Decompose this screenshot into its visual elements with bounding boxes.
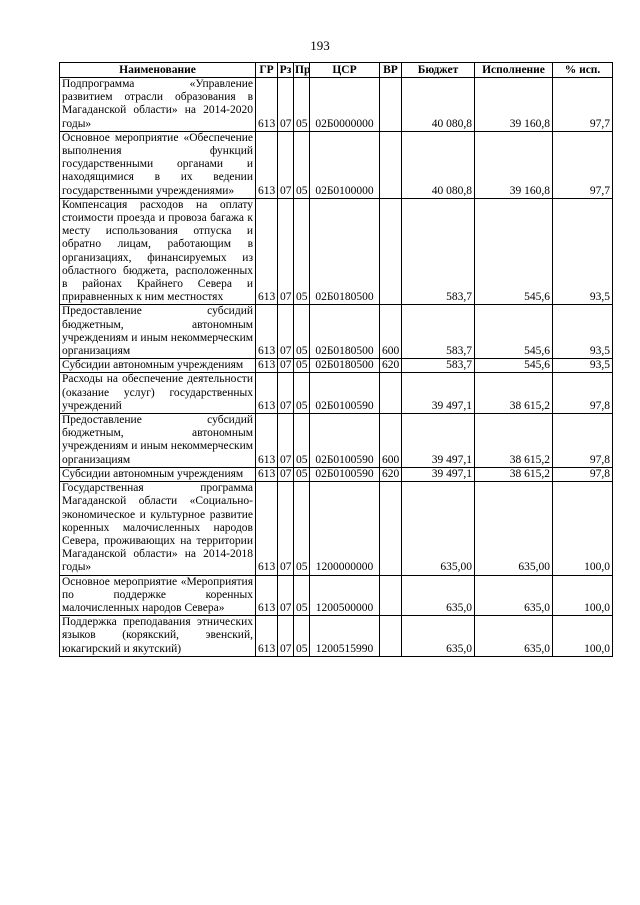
row-percent: 97,8 xyxy=(553,467,613,481)
row-vr: 600 xyxy=(380,305,402,359)
header-pr: Пр xyxy=(295,64,311,76)
row-csr: 02Б0180500 xyxy=(310,305,380,359)
row-pr: 05 xyxy=(294,198,310,305)
row-name: Государственная программа Магаданской области «Социально-экономическое и культурное развитие коренных малочисленных народов Севера, проживающих на территории Магаданской области» на 2014-2018 годы» xyxy=(60,482,256,575)
row-rz: 07 xyxy=(278,359,294,373)
row-pr: 05 xyxy=(294,575,310,616)
row-percent: 97,8 xyxy=(553,414,613,468)
row-rz: 07 xyxy=(278,414,294,468)
row-name: Субсидии автономным учреждениям xyxy=(60,467,256,481)
row-pr: 05 xyxy=(294,414,310,468)
row-pr: 05 xyxy=(294,78,310,132)
table-row xyxy=(60,414,613,468)
row-pr: 05 xyxy=(294,131,310,198)
row-vr xyxy=(380,78,402,132)
row-vr xyxy=(380,616,402,657)
row-rz: 07 xyxy=(278,467,294,481)
row-execution: 38 615,2 xyxy=(475,467,553,481)
row-name: Компенсация расходов на оплату стоимости проезда и провоза багажа к месту использования отпуска и обратно лицам, работающим в организациях, финансируемых из областного бюджета, расположенных в районах Крайнего Севера и приравненных к ним местностях xyxy=(60,198,256,305)
row-percent: 97,8 xyxy=(553,373,613,414)
row-budget: 40 080,8 xyxy=(402,131,475,198)
row-rz: 07 xyxy=(278,575,294,616)
table-header-row xyxy=(60,63,613,78)
table-row xyxy=(60,305,613,359)
row-budget: 583,7 xyxy=(402,359,475,373)
row-csr: 02Б0000000 xyxy=(310,78,380,132)
row-csr: 1200500000 xyxy=(310,575,380,616)
row-name: Поддержка преподавания этнических языков (корякский, эвенский, юкагирский и якутский) xyxy=(60,616,256,657)
row-budget: 40 080,8 xyxy=(402,78,475,132)
row-execution: 635,0 xyxy=(475,575,553,616)
row-pr: 05 xyxy=(294,467,310,481)
row-rz: 07 xyxy=(278,616,294,657)
row-csr: 02Б0100590 xyxy=(310,467,380,481)
row-csr: 1200000000 xyxy=(310,482,380,575)
row-percent: 93,5 xyxy=(553,359,613,373)
header-csr: ЦСР xyxy=(310,63,380,78)
row-percent: 93,5 xyxy=(553,305,613,359)
row-name: Субсидии автономным учреждениям xyxy=(60,359,256,373)
header-gr: ГР xyxy=(256,63,278,78)
row-vr xyxy=(380,575,402,616)
row-percent: 100,0 xyxy=(553,575,613,616)
header-name: Наименование xyxy=(60,63,256,78)
row-gr: 613 xyxy=(256,198,278,305)
row-percent: 100,0 xyxy=(553,482,613,575)
row-budget: 39 497,1 xyxy=(402,414,475,468)
row-gr: 613 xyxy=(256,482,278,575)
row-csr: 1200515990 xyxy=(310,616,380,657)
row-name: Предоставление субсидий бюджетным, автономным учреждениям и иным некоммерческим организациям xyxy=(60,305,256,359)
header-percent: % исп. xyxy=(553,63,613,78)
table-row xyxy=(60,482,613,575)
row-csr: 02Б0100000 xyxy=(310,131,380,198)
row-percent: 93,5 xyxy=(553,198,613,305)
table-row xyxy=(60,359,613,373)
row-rz: 07 xyxy=(278,305,294,359)
row-execution: 545,6 xyxy=(475,198,553,305)
row-name: Основное мероприятие «Обеспечение выполнения функций государственными органами и находящимися в их ведении государственными учреждениями» xyxy=(60,131,256,198)
row-rz: 07 xyxy=(278,373,294,414)
row-execution: 38 615,2 xyxy=(475,414,553,468)
row-execution: 39 160,8 xyxy=(475,78,553,132)
row-csr: 02Б0180500 xyxy=(310,198,380,305)
row-vr xyxy=(380,198,402,305)
row-rz: 07 xyxy=(278,482,294,575)
table-row xyxy=(60,373,613,414)
row-gr: 613 xyxy=(256,131,278,198)
table-row xyxy=(60,616,613,657)
row-vr xyxy=(380,131,402,198)
row-budget: 39 497,1 xyxy=(402,467,475,481)
header-execution: Исполнение xyxy=(475,63,553,78)
row-gr: 613 xyxy=(256,467,278,481)
row-budget: 583,7 xyxy=(402,305,475,359)
row-execution: 545,6 xyxy=(475,305,553,359)
row-pr: 05 xyxy=(294,359,310,373)
row-name: Основное мероприятие «Мероприятия по поддержке коренных малочисленных народов Севера» xyxy=(60,575,256,616)
row-name: Подпрограмма «Управление развитием отрасли образования в Магаданской области» на 2014-2020 годы» xyxy=(60,78,256,132)
header-vr: ВР xyxy=(380,63,402,78)
row-pr: 05 xyxy=(294,373,310,414)
row-pr: 05 xyxy=(294,305,310,359)
row-rz: 07 xyxy=(278,198,294,305)
row-budget: 583,7 xyxy=(402,198,475,305)
row-gr: 613 xyxy=(256,575,278,616)
row-percent: 100,0 xyxy=(553,616,613,657)
row-vr xyxy=(380,482,402,575)
row-name: Предоставление субсидий бюджетным, автономным учреждениям и иным некоммерческим организациям xyxy=(60,414,256,468)
table-row xyxy=(60,467,613,481)
row-budget: 635,0 xyxy=(402,575,475,616)
row-budget: 39 497,1 xyxy=(402,373,475,414)
row-name: Расходы на обеспечение деятельности (оказание услуг) государственных учреждений xyxy=(60,373,256,414)
row-percent: 97,7 xyxy=(553,131,613,198)
row-percent: 97,7 xyxy=(553,78,613,132)
row-vr: 620 xyxy=(380,467,402,481)
row-gr: 613 xyxy=(256,616,278,657)
row-pr: 05 xyxy=(294,482,310,575)
table-row xyxy=(60,131,613,198)
row-vr: 600 xyxy=(380,414,402,468)
row-vr: 620 xyxy=(380,359,402,373)
row-csr: 02Б0100590 xyxy=(310,373,380,414)
row-rz: 07 xyxy=(278,131,294,198)
row-budget: 635,00 xyxy=(402,482,475,575)
page-number: 193 xyxy=(310,38,330,53)
row-gr: 613 xyxy=(256,359,278,373)
row-csr: 02Б0100590 xyxy=(310,414,380,468)
row-execution: 39 160,8 xyxy=(475,131,553,198)
row-gr: 613 xyxy=(256,305,278,359)
row-execution: 635,00 xyxy=(475,482,553,575)
row-gr: 613 xyxy=(256,373,278,414)
row-rz: 07 xyxy=(278,78,294,132)
table-row xyxy=(60,198,613,305)
row-execution: 545,6 xyxy=(475,359,553,373)
header-rz: Рз xyxy=(278,63,294,78)
row-budget: 635,0 xyxy=(402,616,475,657)
row-csr: 02Б0180500 xyxy=(310,359,380,373)
table-row xyxy=(60,575,613,616)
table-row xyxy=(60,78,613,132)
row-gr: 613 xyxy=(256,78,278,132)
row-execution: 38 615,2 xyxy=(475,373,553,414)
budget-execution-table xyxy=(59,62,613,657)
row-pr: 05 xyxy=(294,616,310,657)
row-gr: 613 xyxy=(256,414,278,468)
header-budget: Бюджет xyxy=(402,63,475,78)
row-execution: 635,0 xyxy=(475,616,553,657)
row-vr xyxy=(380,373,402,414)
